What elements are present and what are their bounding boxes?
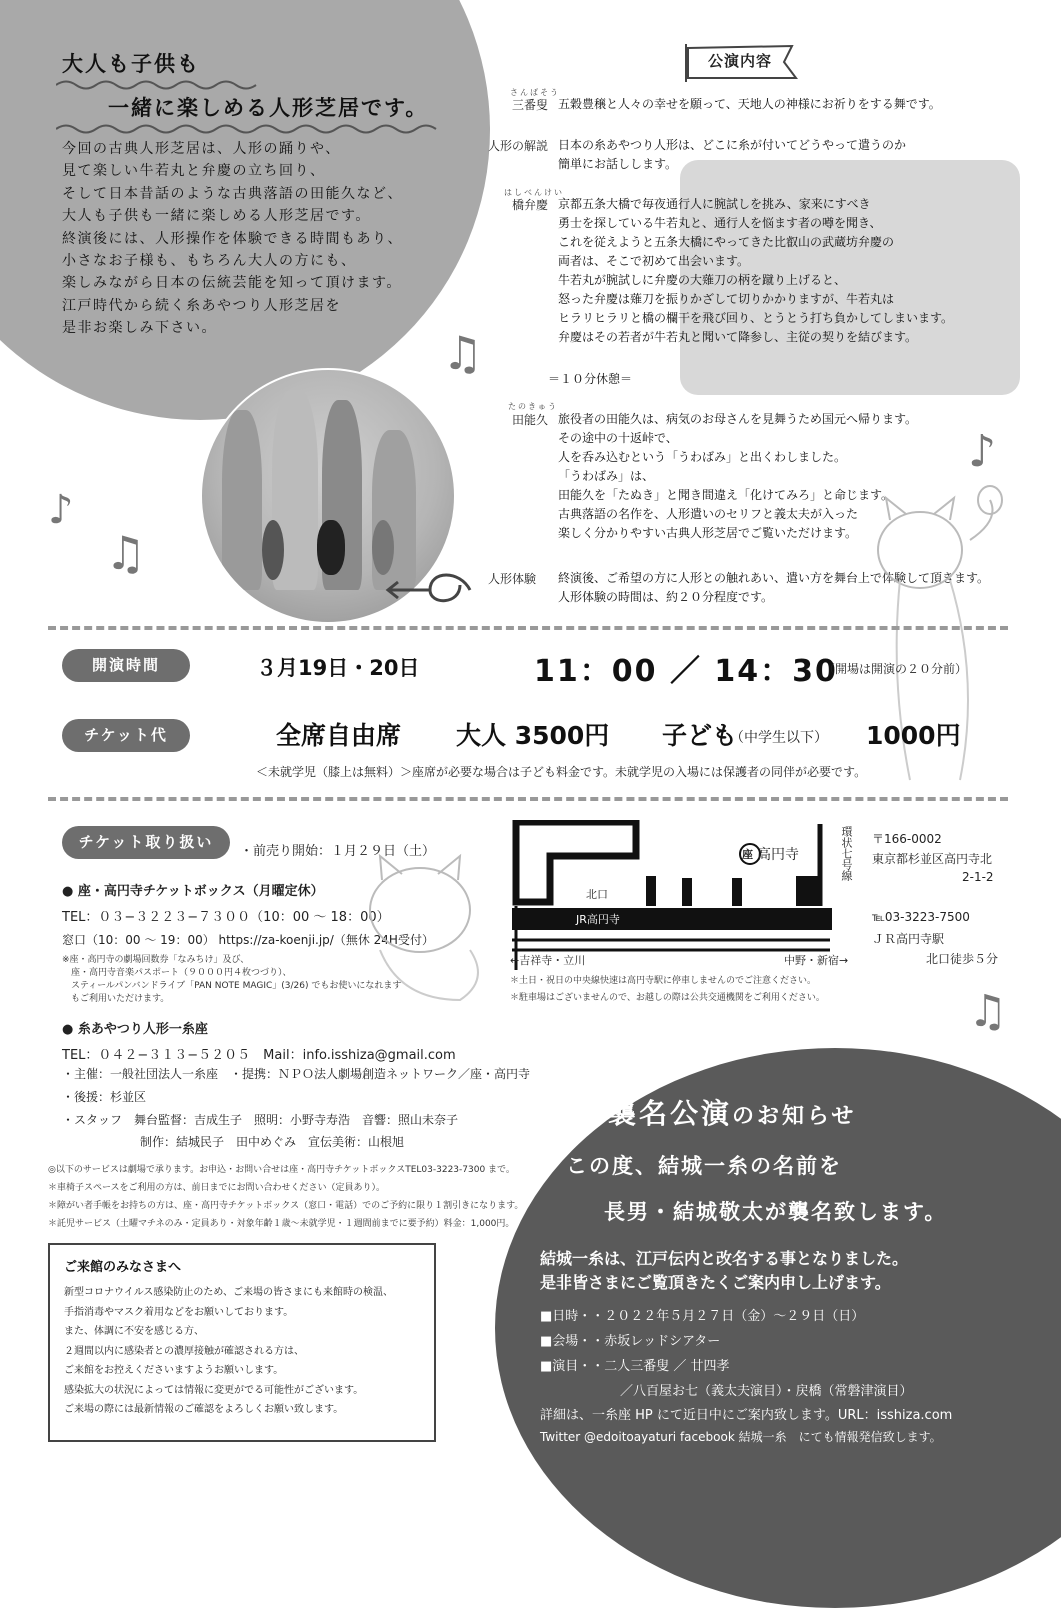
- presale-date: ・前売り開始：１月２９日（土）: [240, 844, 436, 859]
- program-text: 勇士を探している牛若丸と、通行人を悩ます者の噂を聞き、: [558, 216, 882, 230]
- access-map: [510, 820, 850, 970]
- map-venue: 高円寺: [757, 847, 799, 863]
- nearest-station: ＪＲ高円寺駅: [872, 932, 945, 946]
- map-right-direction: 中野・新宿→: [784, 954, 849, 967]
- notice-line: ２週間以内に感染者との濃厚接触が確認される方は、: [64, 1345, 304, 1357]
- succession-title-sub: のお知らせ: [732, 1104, 857, 1129]
- program-text: 京都五条大橋で毎夜通行人に腕試しを挑み、家来にすべき: [558, 197, 871, 211]
- music-note-icon: ♪: [968, 426, 997, 477]
- intro-line: 江戸時代から続く糸あやつり人形芝居を: [62, 297, 341, 314]
- program-text: これを従えようと五条大橋にやってきた比叡山の武蔵坊弁慶の: [558, 235, 895, 249]
- program-text: 終演後、ご希望の方に人形との触れあい、遣い方を舞台上で体験して頂きます。: [558, 571, 990, 585]
- staff-line1: ・スタッフ 舞台監督：吉成生子 照明：小野寺寿浩 音響：照山未奈子: [62, 1113, 459, 1127]
- staff-line2: 制作：結城民子 田中めぐみ 宣伝美術：山根旭: [140, 1135, 405, 1149]
- succession-line1: この度、結城一糸の名前を: [566, 1154, 842, 1178]
- program-text: 日本の糸あやつり人形は、どこに糸が付いてどうやって遣うのか: [558, 138, 907, 152]
- map-left-direction: ←吉祥寺・立川: [510, 954, 586, 967]
- service-note: ◎以下のサービスは劇場で承ります。お申込・お問い合せは座・高円寺チケットボックスTEL03-3223-7300 まで。: [48, 1165, 515, 1175]
- intro-line: 終演後には、人形操作を体験できる時間もあり、: [62, 230, 403, 247]
- program-label-tanokyu: 田能久: [512, 413, 549, 427]
- intermission: ＝１０分休憩＝: [548, 372, 633, 386]
- ticket-label: チケット代: [62, 719, 190, 752]
- program-text: 両者は、そこで初めて出会います。: [558, 254, 750, 268]
- seating-type: 全席自由席: [276, 721, 402, 750]
- child-price: 1000円: [866, 721, 961, 750]
- music-note-icon: ♪: [48, 487, 74, 533]
- program-text: 田能久を「たぬき」と聞き間違え「化けてみろ」と命じます。: [558, 488, 894, 502]
- program-ruby: さんばそう: [510, 88, 560, 97]
- cat-illustration-icon: [340, 850, 510, 1010]
- performance-dates: ３月19日・20日: [256, 656, 420, 680]
- program-text: その途中の十返峠で、: [558, 431, 678, 445]
- event-venue: ■会場・・赤坂レッドシアター: [540, 1334, 721, 1349]
- event-program2: ／八百屋お七（義太夫演目）・戻橋（常磐津演目）: [620, 1384, 913, 1399]
- isshiza-tel: TEL：０４２−３１３−５２０５ Mail：info.isshiza@gmail.com: [62, 1048, 456, 1063]
- map-station: JR高円寺: [576, 913, 620, 926]
- program-label-sanbaso: 三番叟: [512, 98, 549, 112]
- service-note: ＊車椅子スペースをご利用の方は、前日までにお問い合わせください（定員あり）。: [48, 1183, 386, 1193]
- intro-line: 楽しみながら日本の伝統芸能を知って頂けます。: [62, 275, 402, 292]
- box-office-note: もご利用いただけます。: [62, 994, 170, 1004]
- adult-price: 大人 3500円: [456, 721, 610, 750]
- map-note: ＊土日・祝日の中央線快速は高円寺駅に停車しませんのでご注意ください。: [510, 976, 817, 986]
- program-label-explanation: 人形の解説: [488, 139, 549, 153]
- child-label: 子ども: [662, 721, 738, 750]
- dashed-divider: [48, 626, 1008, 630]
- schedule-label: 開演時間: [62, 649, 190, 682]
- program-text: 怒った弁慶は薙刀を振りかざして切りかかりますが、牛若丸は: [558, 292, 895, 306]
- box-office-window: 窓口（10：00 〜 19：00） https://za-koenji.jp/（無休 24H受付）: [62, 933, 434, 947]
- intro-line: 見て楽しい牛若丸と弁慶の立ち回り、: [62, 163, 326, 180]
- ticket-footnote: ＜未就学児（膝上は無料）＞座席が必要な場合は子ども料金です。未就学児の入場には保護者の同伴が必要です。: [256, 765, 867, 779]
- intro-line: 小さなお子様も、もちろん大人の方にも、: [62, 253, 357, 270]
- notice-line: 手指消毒やマスク着用などをお願いしております。: [64, 1306, 294, 1318]
- intro-text: [62, 138, 442, 340]
- map-north-exit: 北口: [586, 888, 608, 901]
- program-text: 人形体験の時間は、約２０分程度です。: [558, 590, 774, 604]
- notice-text: [64, 1283, 393, 1420]
- box-office-note: スティールパンバンドライブ「PAN NOTE MAGIC」(3/26) でもお使いになれます: [62, 981, 402, 991]
- succession-line2: 長男・結城敬太が襲名致します。: [604, 1200, 948, 1224]
- program-ruby: はしべんけい: [504, 188, 564, 197]
- intro-line: そして日本昔話のような古典落語の田能久など、: [62, 185, 403, 202]
- organizer: ・主催：一般社団法人一糸座 ・提携：ＮＰＯ法人劇場創造ネットワーク／座・高円寺: [62, 1067, 531, 1081]
- wavy-underline-1: [56, 78, 456, 92]
- intro-title-line1: 大人も子供も: [62, 52, 200, 76]
- box-office-note: 座・高円寺音楽パスポート（９０００円４枚つづり）、: [62, 968, 292, 978]
- notice-line: ご来館をお控えくださいますようお願いします。: [64, 1365, 284, 1376]
- succession-line4: 是非皆さまにご覧頂きたくご案内申し上げます。: [540, 1273, 891, 1292]
- notice-line: 新型コロナウイルス感染防止のため、ご来場の皆さまにも来館時の検温、: [64, 1287, 393, 1298]
- performance-times: 11：00 ／ 14：30: [534, 654, 838, 689]
- program-ruby: たのきゅう: [508, 402, 558, 411]
- map-road: 環状七号線: [840, 826, 853, 881]
- event-program1: ■演目・・二人三番叟 ／ 廿四孝: [540, 1359, 730, 1374]
- program-text: 簡単にお話しします。: [558, 157, 678, 171]
- bottom-dark-circle: [495, 1048, 1061, 1608]
- music-note-icon: ♫: [442, 326, 484, 380]
- intro-line: 大人も子供も一緒に楽しめる人形芝居です。: [62, 208, 371, 225]
- program-text: 牛若丸が腕試しに弁慶の大薙刀の柄を蹴り上げると、: [558, 273, 847, 287]
- notice-line: ご来場の際には最新情報のご確認をよろしくお願い致します。: [64, 1404, 344, 1415]
- cat-illustration-icon: [850, 480, 1020, 800]
- program-label-hashibenkei: 橋弁慶: [512, 198, 549, 212]
- succession-line3: 結城一糸は、江戸伝内と改名する事となりました。: [540, 1249, 909, 1268]
- music-note-icon: ♫: [968, 986, 1008, 1037]
- box-office-tel: TEL：０３−３２２３−７３００（10：00 〜 18：00）: [62, 910, 390, 925]
- dashed-divider: [48, 797, 1008, 801]
- event-sns: Twitter @edoitoayaturi facebook 結城一糸 にても情報発信致します。: [540, 1430, 942, 1444]
- doors-open-note: （開場は開演の２０分前）: [823, 662, 968, 676]
- service-note: ＊託児サービス（土曜マチネのみ・定員あり・対象年齢１歳〜未就学児・１週間前までに要予約）料金：1,000円。: [48, 1219, 515, 1229]
- program-text: 古典落語の名作を、人形遣いのセリフと義太夫が入った: [558, 507, 859, 521]
- box-office-title: ● 座・高円寺チケットボックス（月曜定休）: [62, 884, 324, 899]
- address-line1: 東京都杉並区高円寺北: [872, 852, 993, 866]
- child-note: （中学生以下）: [730, 730, 828, 746]
- walk-time: 北口徒歩５分: [926, 952, 999, 966]
- swirl-arrow-icon: [380, 560, 480, 610]
- venue-tel: ℡03-3223-7500: [872, 910, 970, 924]
- wavy-underline-2: [56, 122, 456, 136]
- succession-title: [608, 1092, 856, 1132]
- map-note: ＊駐車場はございませんので、お越しの際は公共交通機関をご利用ください。: [510, 993, 825, 1003]
- program-text: 楽しく分かりやすい古典人形芝居でご覧いただけます。: [558, 526, 858, 540]
- program-text: 旅役者の田能久は、病気のお母さんを見舞うため国元へ帰ります。: [558, 412, 918, 426]
- succession-title-main: 襲名公演: [608, 1097, 733, 1130]
- program-text: 「うわばみ」は、: [558, 469, 655, 483]
- event-details: 詳細は、一糸座 HP にて近日中にご案内致します。URL：isshiza.com: [540, 1408, 953, 1423]
- address-line2: 2-1-2: [962, 870, 994, 884]
- notice-line: また、体調に不安を感じる方、: [64, 1326, 204, 1337]
- program-text: ヒラリヒラリと橋の欄干を飛び回り、とうとう打ち負かしてしまいます。: [558, 311, 954, 325]
- music-note-icon: ♫: [105, 526, 147, 580]
- map-venue-mark: 座: [742, 848, 753, 861]
- program-text: 弁慶はその若者が牛若丸と聞いて降参し、主従の契りを結びます。: [558, 330, 918, 344]
- notice-line: 感染拡大の状況によっては情報に変更がでる可能性がございます。: [64, 1384, 364, 1396]
- box-office-note: ※座・高円寺の劇場回数券「なみちけ」及び、: [62, 955, 250, 965]
- program-label-experience: 人形体験: [488, 572, 537, 586]
- intro-line: 今回の古典人形芝居は、人形の踊りや、: [62, 141, 341, 157]
- event-date: ■日時・・２０２２年５月２７日（金）〜２９日（日）: [540, 1309, 865, 1324]
- program-text: 人を呑み込むという「うわばみ」と出くわしました。: [558, 450, 847, 464]
- isshiza-title: ● 糸あやつり人形一糸座: [62, 1022, 208, 1037]
- program-text: 五穀豊穣と人々の幸せを願って、天地人の神様にお祈りをする舞です。: [558, 97, 941, 111]
- intro-title-line2: 一緒に楽しめる人形芝居です。: [108, 96, 429, 120]
- notice-title: ご来館のみなさまへ: [64, 1260, 182, 1275]
- intro-line: 是非お楽しみ下さい。: [62, 320, 217, 337]
- service-note: ＊障がい者手帳をお持ちの方は、座・高円寺チケットボックス（窓口・電話）でのご予約に限り１割引きになります。: [48, 1201, 524, 1211]
- support: ・後援：杉並区: [62, 1090, 147, 1104]
- program-heading: 公演内容: [708, 52, 773, 70]
- postal-code: 〒166-0002: [872, 832, 942, 846]
- sales-label: チケット取り扱い: [62, 826, 230, 859]
